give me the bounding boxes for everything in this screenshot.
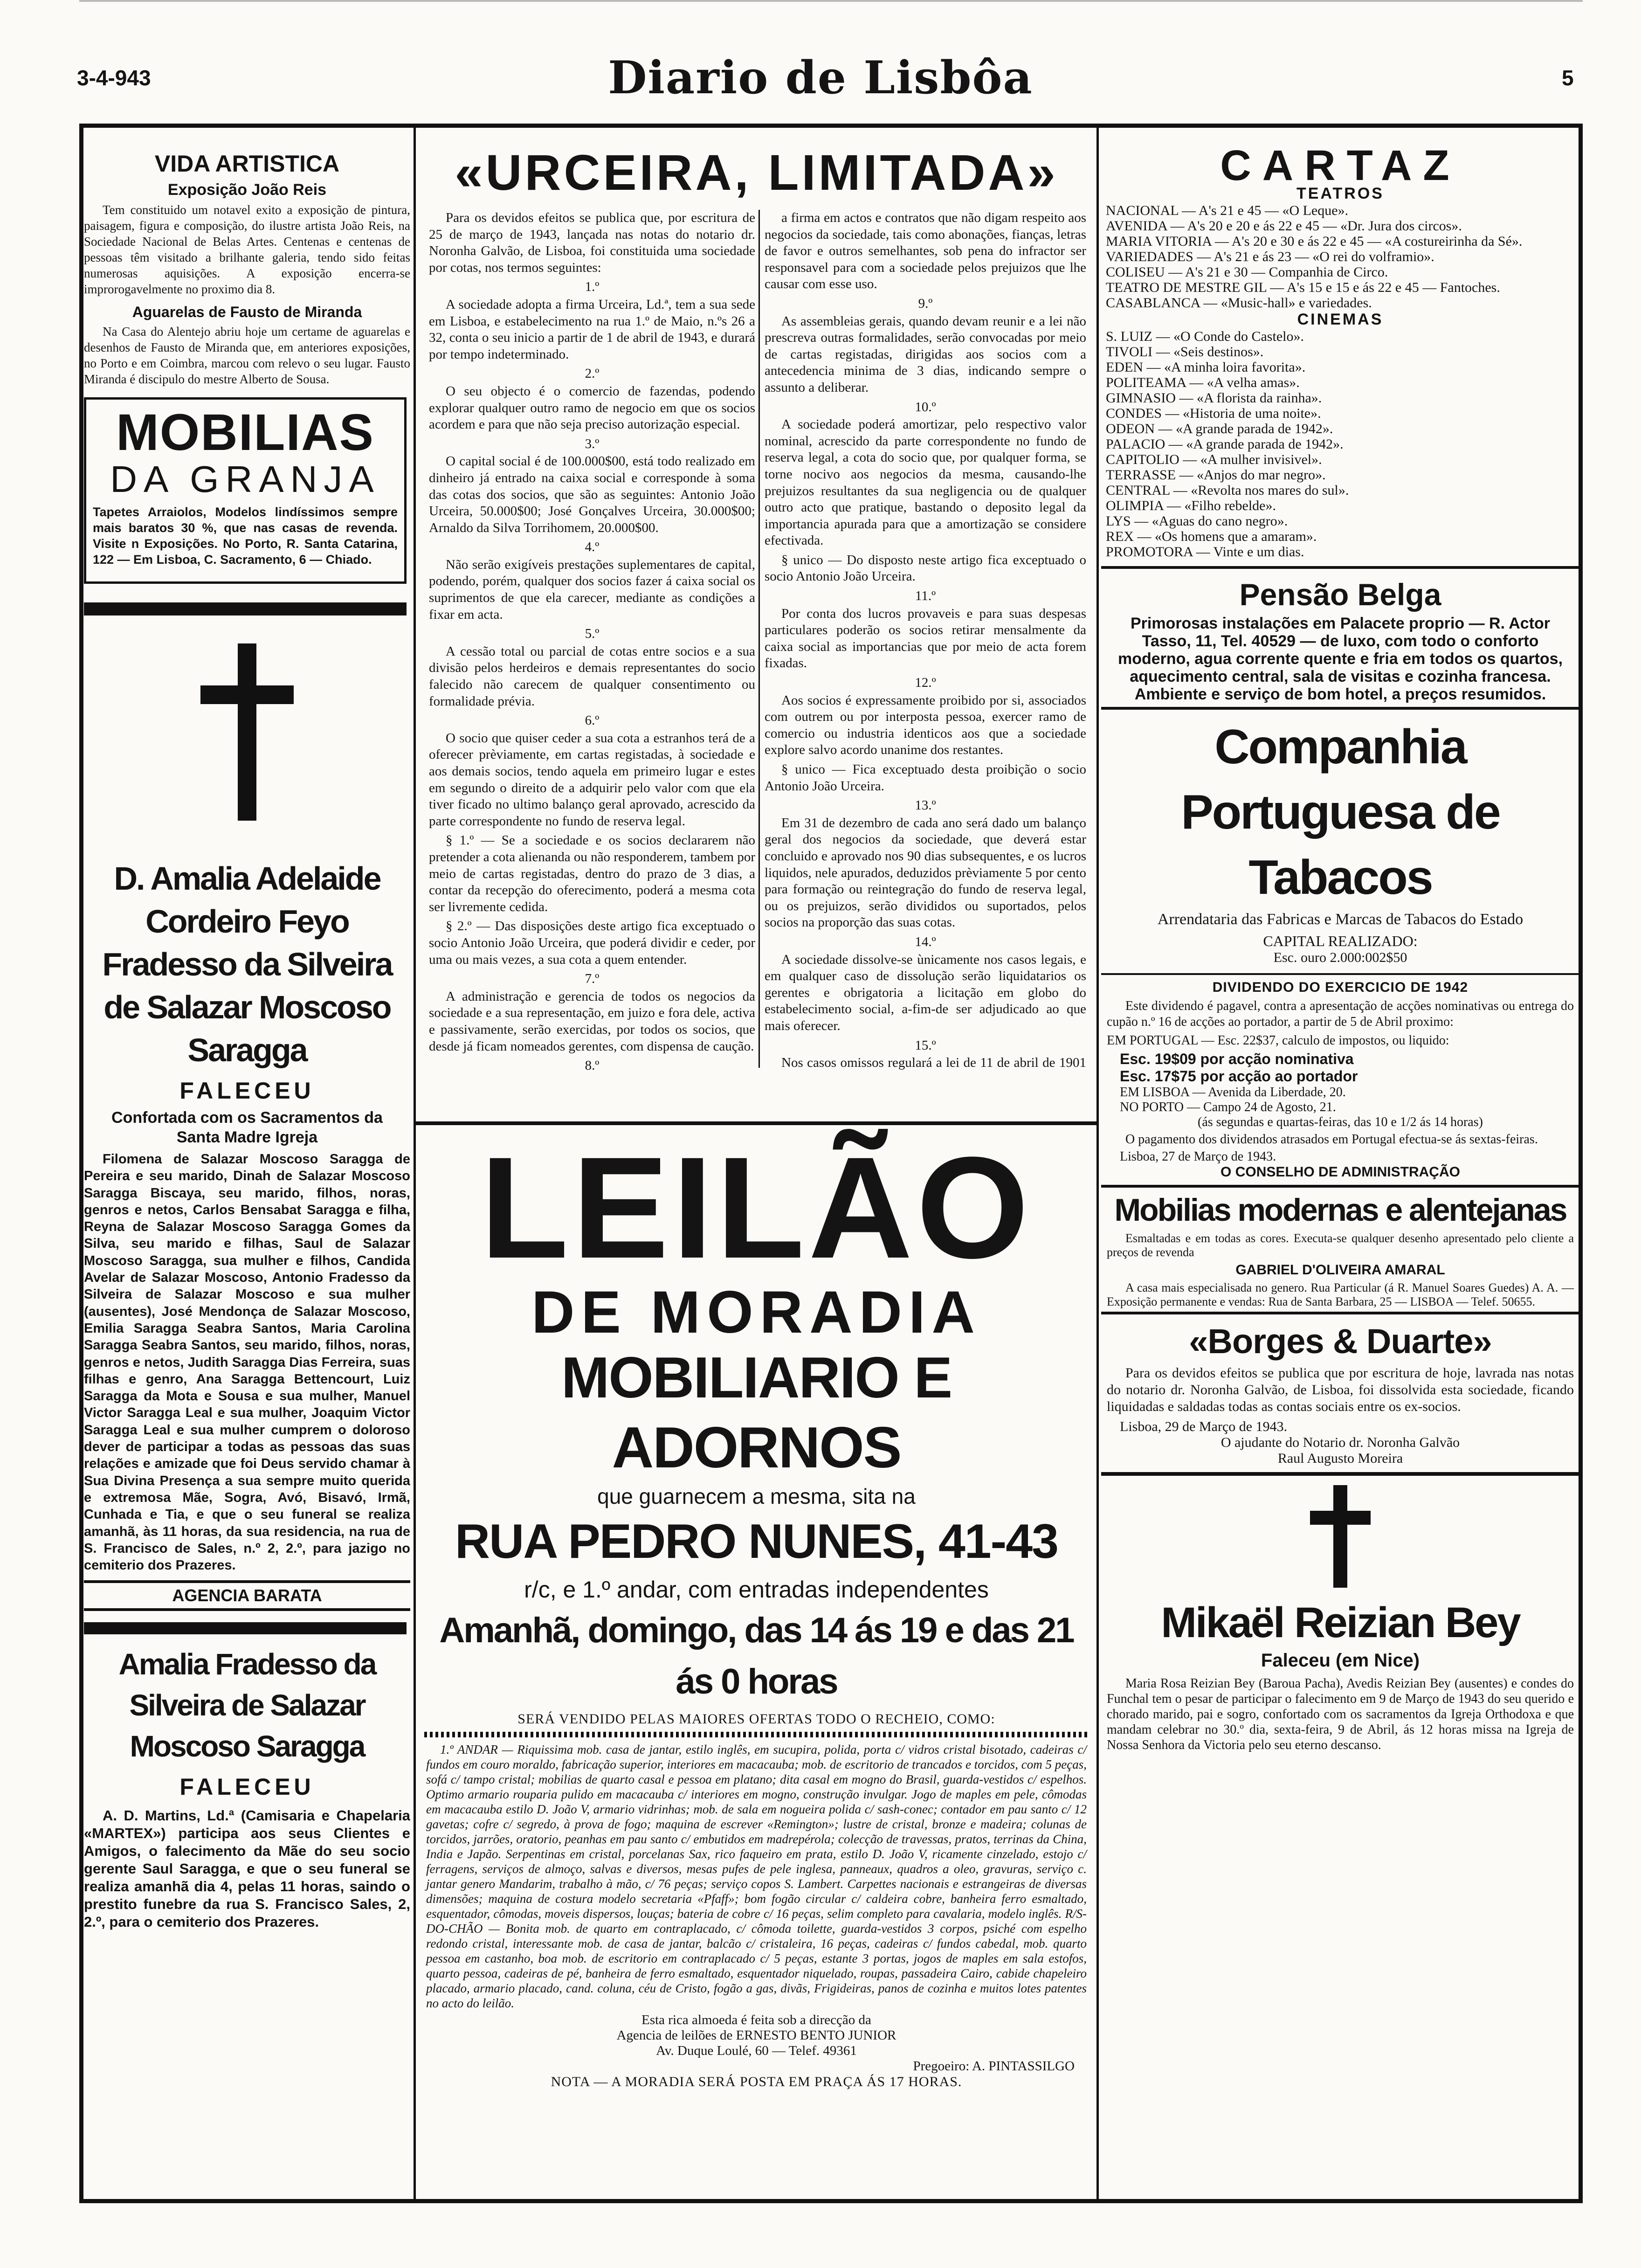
article-number: 11.º <box>915 588 936 604</box>
cinema-listing: CENTRAL — «Revolta nos mares do sul». <box>1106 483 1349 498</box>
borges-text: Para os devidos efeitos se publica que por escritura de hoje, lavrada nas notas do notario dr. Noronha Galvão, de Lisboa, foi dissolvida esta sociedade, ficando liquidadas e saldadas todas as contas sociais entre os ex-socios. <box>1107 1365 1574 1414</box>
mobilias-modernas-text: Esmaltadas e em todas as cores. Executa-se qualquer desenho apresentado pelo cliente a preços de revenda <box>1107 1231 1574 1259</box>
notice-paragraph: A administração e gerencia de todos os negocios da sociedade e a sua representação, em juizo e fora dele, activa e passivamente, serão exercidas, por todos os socios, que desde já ficam nomeados gerentes, com dispensa de caução. <box>429 989 755 1054</box>
notice-paragraph: Em 31 de dezembro de cada ano será dado um balanço geral dos negocios da sociedade, que deverá estar concluido e aprovado nos 90 dias subsequentes, e os lucros liquidos, nele apurados, deduzidos prèviamente 5 por cento para formação ou reintegração do fundo de reserva legal, ou os prejuizos, serão divididos ou suportados, pelos socios na proporção das suas cotas. <box>765 815 1086 930</box>
notice-paragraph: Não serão exigíveis prestações suplementares de capital, podendo, porém, qualquer dos socios fazer á caixa social os suprimentos de que ela carecer, mediante as condições a fixar em acta. <box>429 557 755 622</box>
notice-paragraph: § unico — Do disposto neste artigo fica exceptuado o socio Antonio João Urceira. <box>765 552 1086 584</box>
pensao-text: Primorosas instalações em Palacete proprio — R. Actor Tasso, 11, Tel. 40529 — de luxo, com todo o conforto moderno, agua corrente quente e fria em todos os quartos, aquecimento central, sala de visitas e cozinha francesa. Ambiente e serviço de bom hotel, a preços resumidos. <box>1117 615 1563 703</box>
article-number: 4.º <box>585 539 600 555</box>
dividendo-p6: O pagamento dos dividendos atrasados em Portugal efectua-se ás sextas-feiras. <box>1125 1132 1538 1147</box>
dividendo-conselho: O CONSELHO DE ADMINISTRAÇÃO <box>1220 1164 1460 1180</box>
teatro-listing: MARIA VITORIA — A's 20 e 30 e ás 22 e 45 — «A costureirinha da Sé». <box>1106 234 1523 249</box>
mobilias-modernas-rule <box>1101 1185 1579 1188</box>
mikael-name: Mikaël Reizian Bey <box>1161 1599 1520 1646</box>
cinema-listing: EDEN — «A minha loira favorita». <box>1106 360 1306 375</box>
mobilias-granja-text: Tapetes Arraiolos, Modelos lindíssimos sempre mais baratos 30 %, que nas casas de revenda. Visite n Exposições. No Porto, R. Santa Catarina, 122 — Em Lisboa, C. Sacramento, 6 — Chiado. <box>93 505 398 567</box>
cinema-listing: S. LUIZ — «O Conde do Castelo». <box>1106 329 1304 344</box>
teatro-listing: COLISEU — A's 21 e 30 — Companhia de Circo. <box>1106 264 1388 280</box>
leilao-sub-moradia: DE MORADIA <box>531 1279 981 1346</box>
cinema-listing: ODEON — «A grande parada de 1942». <box>1106 421 1333 436</box>
notice-paragraph: A cessão total ou parcial de cotas entre socios e a sua divisão pelos herdeiros e demais representantes do socio falecido não carecem de qualquer consentimento ou formalidade prévia. <box>429 643 755 709</box>
notice-paragraph: A sociedade dissolve-se ùnicamente nos casos legais, e em qualquer caso de dissolução serão liquidatarios os gerentes e obrigatoria a licitação em globo do estabelecimento social, a-fim-de ser adjudicado ao que mais oferecer. <box>765 952 1086 1033</box>
article-number: 12.º <box>915 675 936 691</box>
obituary-2-bar <box>84 1622 407 1634</box>
urceira-column-2 <box>765 210 1086 1072</box>
dividendo-date: Lisboa, 27 de Março de 1943. <box>1120 1149 1276 1164</box>
page-number: 5 <box>1562 66 1574 90</box>
article-number: 5.º <box>585 626 600 642</box>
leilao-sold-line: SERÁ VENDIDO PELAS MAIORES OFERTAS TODO O RECHEIO, COMO: <box>517 1711 995 1727</box>
teatro-listing: CASABLANCA — «Music-hall» e variedades. <box>1106 295 1372 311</box>
article-number: 15.º <box>915 1037 936 1053</box>
notice-paragraph: Nos casos omissos regulará a lei de 11 de abril de 1901 <box>781 1055 1086 1071</box>
obituary-2-text: A. D. Martins, Ld.ª (Camisaria e Chapelaria «MARTEX») participa aos seus Clientes e Amigos, o falecimento da Mãe do seu socio gerente Saul Saragga, e que o seu funeral se realiza amanhã dia 4, pelas 11 horas, saindo o prestito funebre da rua S. Francisco Sales, 2, 2.º, para o cemiterio dos Prazeres. <box>84 1807 410 1930</box>
right-column <box>1101 131 1579 2197</box>
cinemas-title: CINEMAS <box>1297 311 1384 328</box>
dividendo-title: DIVIDENDO DO EXERCICIO DE 1942 <box>1212 980 1469 995</box>
cinema-listing: OLIMPIA — «Filho rebelde». <box>1106 498 1276 513</box>
dividendo-p1: Este dividendo é pagavel, contra a apresentação de acções nominativas ou entrega do cupão n.º 16 de acções ao portador, a partir de 5 de Abril proximo: <box>1107 999 1574 1029</box>
article-number: 2.º <box>585 366 600 381</box>
cinema-listing: TERRASSE — «Anjos do mar negro». <box>1106 467 1326 483</box>
article-number: 7.º <box>585 971 600 987</box>
obituary-2-name: Amalia Fradesso da Silveira de Salazar Moscoso Saragga <box>118 1647 376 1763</box>
article-number: 13.º <box>915 798 936 813</box>
mobilias-granja-sub: DA GRANJA <box>110 458 380 500</box>
leilao-street: RUA PEDRO NUNES, 41-43 <box>455 1514 1058 1569</box>
cinema-listing: CONDES — «Historia de uma noite». <box>1106 406 1321 421</box>
leilao-when: Amanhã, domingo, das 14 ás 19 e das 21 ás 0 horas <box>439 1611 1074 1701</box>
obituary-1-confortada: Confortada com os Sacramentos da Santa Madre Igreja <box>111 1109 383 1146</box>
dividendo-value-1: Esc. 19$09 por acção nominativa <box>1120 1051 1354 1067</box>
borges-signature-2: Raul Augusto Moreira <box>1277 1451 1403 1466</box>
cinema-listing: CAPITOLIO — «A mulher invisivel». <box>1106 452 1322 467</box>
top-rule <box>79 0 1583 2</box>
article-number: 1.º <box>585 279 600 295</box>
cinema-listing: GIMNASIO — «A florista da rainha». <box>1106 390 1322 406</box>
notice-paragraph: Para os devidos efeitos se publica que, por escritura de 25 de março de 1943, lançada nas notas do notario dr. Noronha Galvão, de Lisboa, foi constituida uma sociedade por cotas, nos termos seguintes: <box>429 210 755 275</box>
pensao-title: Pensão Belga <box>1239 577 1441 612</box>
masthead: Diario de Lisbôa <box>608 51 1033 104</box>
notice-paragraph: § 2.º — Das disposições deste artigo fica exceptuado o socio Antonio João Urceira, que poderá dividir e ceder, por uma ou mais vezes, a sua cota a quem entender. <box>429 919 755 967</box>
urceira-title: «URCEIRA, LIMITADA» <box>455 144 1058 201</box>
left-column <box>84 131 410 2196</box>
urceira-column-1 <box>429 210 755 1072</box>
cinema-listing: REX — «Os homens que a amaram». <box>1106 529 1317 544</box>
teatro-listing: AVENIDA — A's 20 e 20 e ás 22 e 45 — «Dr. Jura dos circos». <box>1106 218 1462 234</box>
cinemas-list <box>1101 329 1579 560</box>
urceira-notice <box>420 135 1093 1072</box>
leilao-top-rule <box>416 1121 1096 1125</box>
cpt-capital-value: Esc. ouro 2.000:002$50 <box>1273 950 1407 965</box>
notice-paragraph: a firma em actos e contratos que não digam respeito aos negocios da sociedade, tais como abonações, fianças, letras de favor e outros semelhantes, sob pena do infractor ser responsavel para com a sociedade pelos prejuizos que lhe causar com esse uso. <box>765 210 1086 292</box>
leilao-ad <box>420 1128 1093 2196</box>
leilao-nota: NOTA — A MORADIA SERÁ POSTA EM PRAÇA ÁS 17 HORAS. <box>551 2074 962 2089</box>
leilao-pattern-rule <box>424 1732 1089 1737</box>
teatro-listing: VARIEDADES — A's 21 e ás 23 — «O rei do volframio». <box>1106 249 1434 264</box>
mobilias-modernas-addr: A casa mais especialisada no genero. Rua Particular (á R. Manuel Soares Guedes) A. A. — Exposição permanente e vendas: Rua de Santa Barbara, 25 — LISBOA — Telef. 50655. <box>1107 1281 1574 1308</box>
borges-date: Lisboa, 29 de Março de 1943. <box>1120 1419 1288 1434</box>
notice-paragraph: § 1.º — Se a sociedade e os socios declararem não pretender a cota alienanda ou não responderem, tambem por meio de cartas registadas, dentro do prazo de 3 dias, a contar da recepção do oferecimento, poderá a mesma cota ser livremente cedida. <box>429 833 755 914</box>
vida-sub-joao-reis: Exposição João Reis <box>167 181 327 199</box>
obituary-1-text: Filomena de Salazar Moscoso Saragga de Pereira e seu marido, Dinah de Salazar Moscoso Saragga Biscaya, seu marido, filhos, noras, genros e netos, Carlos Bensabat Saragga e filha, Reyna de Salazar Moscoso Saragga Gomes da Silva, seu marido e filhas, Saul de Salazar Moscoso Saragga, sua mulher e filhos, Candida Avelar de Salazar Moscoso, Antonio Fradesso da Silveira de Salazar Moscoso e sua mulher (ausentes), José Mendonça de Salazar Moscoso, Emilia Saragga Seabra Santos, Maria Carolina Saragga Seabra Santos, seu marido, filhos, noras, genros e netos, Judith Saragga Dias Ferreira, suas filhas e genro, Ana Saragga Bettencourt, Luiz Saragga da Mota e Sousa e sua mulher, Manuel Victor Saragga Leal e sua mulher, Joaquim Victor Saragga Leal e sua mulher cumprem o doloroso dever de participar a todas as pessoas das suas relações e amizade que foi Deus servido chamar à Sua Divina Presença a sua sempre muito querida e extremosa Mãe, Sogra, Avó, Bisavó, Irmã, Cunhada e Tia, e que o seu funeral se realiza amanhã, às 11 horas, da sua residencia, na rua de S. Francisco de Sales, n.º 2, 2.º, para jazigo no cemiterio dos Prazeres. <box>84 1152 410 1573</box>
cinema-listing: PALACIO — «A grande parada de 1942». <box>1106 436 1344 452</box>
mikael-faleceu: Faleceu (em Nice) <box>1261 1650 1420 1671</box>
leilao-agency-2: Agencia de leilões de ERNESTO BENTO JUNIOR <box>616 2028 896 2043</box>
vida-sub-fausto: Aguarelas de Fausto de Miranda <box>132 304 362 320</box>
teatros-title: TEATROS <box>1296 185 1384 202</box>
dividendo-p2: EM PORTUGAL — Esc. 22$37, calculo de impostos, ou liquido: <box>1107 1033 1449 1048</box>
teatro-listing: NACIONAL — A's 21 e 45 — «O Leque». <box>1106 203 1349 218</box>
column-rule-right <box>1096 128 1099 2199</box>
notice-paragraph: A sociedade adopta a firma Urceira, Ld.ª, tem a sua sede em Lisboa, e estabelecimento na rua 1.º de Maio, n.ºs 26 a 32, conta o seu inicio a partir de 1 de abril de 1943, e durará por tempo indeterminado. <box>429 297 755 362</box>
article-number: 6.º <box>585 713 600 728</box>
borges-rule <box>1101 1312 1579 1314</box>
notice-paragraph: As assembleias gerais, quando devam reunir e a lei não prescreva outras formalidades, serão convocadas por meio de cartas registadas, dirigidas aos socios com a antecedencia minima de 3 dias, indicando sempre o assunto a deliberar. <box>765 313 1086 395</box>
pensao-rule <box>1101 566 1579 569</box>
teatros-list <box>1101 203 1579 311</box>
article-number: 9.º <box>918 296 933 311</box>
notice-paragraph: O socio que quiser ceder a sua cota a estranhos terá de a oferecer prèviamente, em cartas registadas, à sociedade e aos demais socios, tendo aquela em primeiro lugar e estes em segundo o direito de a adquirir pelo valor com que ela tiver ficado no ultimo balanço geral aprovado, acrescido da parte correspondente no fundo de reserva legal. <box>429 730 755 829</box>
mobilias-granja-logo: MOBILIAS <box>116 404 374 461</box>
dividendo-p3: EM LISBOA — Avenida da Liberdade, 20. <box>1120 1085 1346 1099</box>
obituary-1-bar <box>84 602 407 615</box>
article-number: 8.º <box>585 1058 600 1072</box>
leilao-floor: r/c, e 1.º andar, com entradas independentes <box>524 1577 989 1603</box>
leilao-pregoeiro: Pregoeiro: A. PINTASSILGO <box>913 2059 1075 2074</box>
notice-paragraph: Aos socios é expressamente proibido por si, associados com outrem ou por interposta pessoa, exercer ramo de comercio ou industria identicos aos que a sociedade explore salvo acordo unanime dos restantes. <box>765 692 1086 758</box>
vida-paragraph-1: Tem constituido um notavel exito a exposição de pintura, paisagem, figura e composição, do ilustre artista João Reis, na Sociedade Nacional de Belas Artes. Centenas e centenas de pessoas têm visitado a brilhante galeria, tendo sido feitas numerosas aquisições. A exposição encerra-se improrogavelmente no proximo dia 8. <box>84 203 410 296</box>
dividendo-p5: (ás segundas e quartas-feiras, das 10 e 1/2 ás 14 horas) <box>1198 1115 1483 1129</box>
dividendo-value-2: Esc. 17$75 por acção ao portador <box>1120 1068 1358 1085</box>
cinema-listing: TIVOLI — «Seis destinos». <box>1106 344 1264 360</box>
leilao-agency-1: Esta rica almoeda é feita sob a direcção da <box>641 2012 871 2027</box>
leilao-title: LEILÃO <box>480 1128 1033 1288</box>
leilao-body: 1.º ANDAR — Riquissima mob. casa de jantar, estilo inglês, em sucupira, polida, porta c/ vidros cristal bisotado, cadeiras c/ fundos em couro moraldo, fabricação superior, interiores em macacauba; mob. de escritorio de trancados e torcidos, com 5 peças, sofá c/ tampo cristal; mobilias de quarto casal e pessoa em platano; dita casal em mogno do Brasil, guarda-vestidos c/ espelhos. Optimo armario rouparia pulido em macacauba c/ interiores em mogno, construção invulgar. Jogo de maples em pele, cômodas em macacauba estilo D. João V, armario vidrinhas; mob. de sala em nogueira polida c/ sash-conec; contador em pau santo c/ 12 gavetas; cofre c/ segredo, à prova de fogo; maquina de escrever «Remington»; lustre de cristal, bronze e madeira; colunas de torcidos, jarrões, oratorio, peanhas em pau santo c/ embutidos em madrepérola; colecção de travessas, pratos, terrinas da China, India e Japão. Serpentinas em cristal, porcelanas Sax, rico faqueiro em prata, estilo D. João V, ricamente cinzelado, estojo c/ ferragens, serviços de almoço, salvas e diversos, mesas pufes de pele inglesa, panneaux, quadros a oleo, gravuras, serviço c. jantar genero Mandarim, trabalho à mão, c/ 76 peças; serviço copos S. Lambert. Carpettes nacionais e estrangeiras de diversas dimensões; maquina de costura modelo secretaria «Pfaff»; bom fogão circular c/ caldeira cobre, banheira ferro esmaltado, esquentador, cômodas, moveis dispersos, louças; bateria de cobre c/ 16 peças, selim completo para cavalaria, modelo inglês. R/S-DO-CHÃO — Bonita mob. de quarto em contraplacado, c/ cômoda toilette, guarda-vestidos 3 corpos, psiché com espelho redondo cristal, interessante mob. de casa de jantar, balcão c/ cristaleira, 16 peças, cadeiras c/ fundos cabedal, mob. quarto pessoa em castanho, boa mob. de escritorio em contraplacado c/ 5 peças, estante 3 portas, jogos de maples em sala estofos, quarto pessoa, cadeiras de pé, banheira de ferro esmaltado, esquentador niquelado, roupas, passadeira Cairo, cabide chapeleiro placado, armario placado, cand. coluna, céu de Cristo, fogão a gas, divãs, Frigideiras, panos de cozinha e muitos lotes patentes no acto do leilão. <box>426 1742 1087 2010</box>
leilao-agency-3: Av. Duque Loulé, 60 — Telef. 49361 <box>656 2043 857 2058</box>
column-rule-left <box>414 128 416 2199</box>
cinema-listing: POLITEAMA — «A velha amas». <box>1106 375 1300 390</box>
borges-signature-1: O ajudante do Notario dr. Noronha Galvão <box>1220 1435 1460 1450</box>
notice-paragraph: O seu objecto é o comercio de fazendas, podendo explorar qualquer outro ramo de negocio em que os socios acordem e para que não seja preciso autorização especial. <box>429 383 755 432</box>
article-number: 10.º <box>915 399 936 415</box>
dividendo-p4: NO PORTO — Campo 24 de Agosto, 21. <box>1120 1100 1336 1114</box>
vida-paragraph-2: Na Casa do Alentejo abriu hoje um certame de aguarelas e desenhos de Fausto de Miranda que, em anteriores exposições, no Porto e em Coimbra, marcou com relevo o seu lugar. Fausto Miranda é discipulo do mestre Alberto de Sousa. <box>84 325 410 386</box>
notice-paragraph: A sociedade poderá amortizar, pelo respectivo valor nominal, acrescido da parte correspondente no fundo de reserva legal, a cota do socio que, por qualquer forma, se torne nocivo aos negocios da mesma, causando-lhe prejuizos resultantes da sua negligencia ou de qualquer outro acto que pratique, bastando o deposito legal da importancia apurada para que a amortização se considere efectivada. <box>765 417 1086 548</box>
mobilias-modernas-title: Mobilias modernas e alentejanas <box>1114 1192 1566 1228</box>
cinema-listing: PROMOTORA — Vinte e um dias. <box>1106 544 1304 560</box>
cross-icon-small <box>1310 1485 1371 1588</box>
notice-paragraph: O capital social é de 100.000$00, está todo realizado em dinheiro já entrado na caixa social e corresponde à soma das cotas dos socios, que são as seguintes: Antonio João Urceira, 50.000$00; José Gonçalves Urceira, 30.000$00; Arnaldo da Silva Torrihomem, 20.000$00. <box>429 454 755 535</box>
mikael-text: Maria Rosa Reizian Bey (Baroua Pacha), Avedis Reizian Bey (ausentes) e condes do Funchal tem o pesar de participar o falecimento em 9 de Março de 1943 do seu querido e chorado marido, pai e sogro, confortado com os sacramentos da Igreja Orthodoxa e que mandam celebrar no 30.º dia, sexta-feira, 9 de Abril, ás 12 horas missa na Igreja de Nossa Senhora da Victoria pelo seu eterno descanso. <box>1107 1676 1574 1752</box>
vida-artistica-title: VIDA ARTISTICA <box>154 151 340 177</box>
notice-paragraph: § unico — Fica exceptuado desta proibição o socio Antonio João Urceira. <box>765 762 1086 794</box>
agencia-rule-bottom <box>84 1608 410 1611</box>
borges-title: «Borges & Duarte» <box>1189 1322 1492 1361</box>
dividendo-rule <box>1101 973 1579 975</box>
cinema-listing: LYS — «Aguas do cano negro». <box>1106 513 1288 529</box>
obituary-1-name: D. Amalia Adelaide Cordeiro Feyo Fradesso da Silveira de Salazar Moscoso Saragga <box>102 860 392 1068</box>
obituary-2-faleceu: FALECEU <box>179 1774 315 1800</box>
notice-paragraph: Por conta dos lucros provaveis e para suas despesas particulares poderão os socios retirar mensalmente da caixa social as importancias que por meio de acta forem fixadas. <box>765 606 1086 671</box>
agencia-barata: AGENCIA BARATA <box>172 1586 322 1605</box>
article-number: 3.º <box>585 436 600 451</box>
article-number: 14.º <box>915 934 936 949</box>
mobilias-granja-ad <box>84 397 407 584</box>
cpt-sub: Arrendataria das Fabricas e Marcas de Tabacos do Estado <box>1157 911 1524 928</box>
cross-icon <box>200 643 294 821</box>
mikael-rule <box>1101 1472 1579 1476</box>
mobilias-modernas-name: GABRIEL D'OLIVEIRA AMARAL <box>1235 1262 1445 1278</box>
cpt-capital: CAPITAL REALIZADO: <box>1263 933 1418 949</box>
leilao-sub-guarnecem: que guarnecem a mesma, sita na <box>597 1484 916 1508</box>
cartaz-title: CARTAZ <box>1220 142 1461 189</box>
urceira-divider <box>758 210 760 1068</box>
obituary-1-faleceu: FALECEU <box>179 1078 315 1104</box>
cpt-title: Companhia Portuguesa de Tabacos <box>1181 720 1500 905</box>
issue-date: 3-4-943 <box>77 66 151 90</box>
leilao-sub-mobiliario: MOBILIARIO E ADORNOS <box>561 1346 952 1480</box>
cpt-rule <box>1101 707 1579 710</box>
teatro-listing: TEATRO DE MESTRE GIL — A's 15 e 15 e ás 22 e 45 — Fantoches. <box>1106 280 1500 295</box>
agencia-rule-top <box>84 1580 410 1583</box>
